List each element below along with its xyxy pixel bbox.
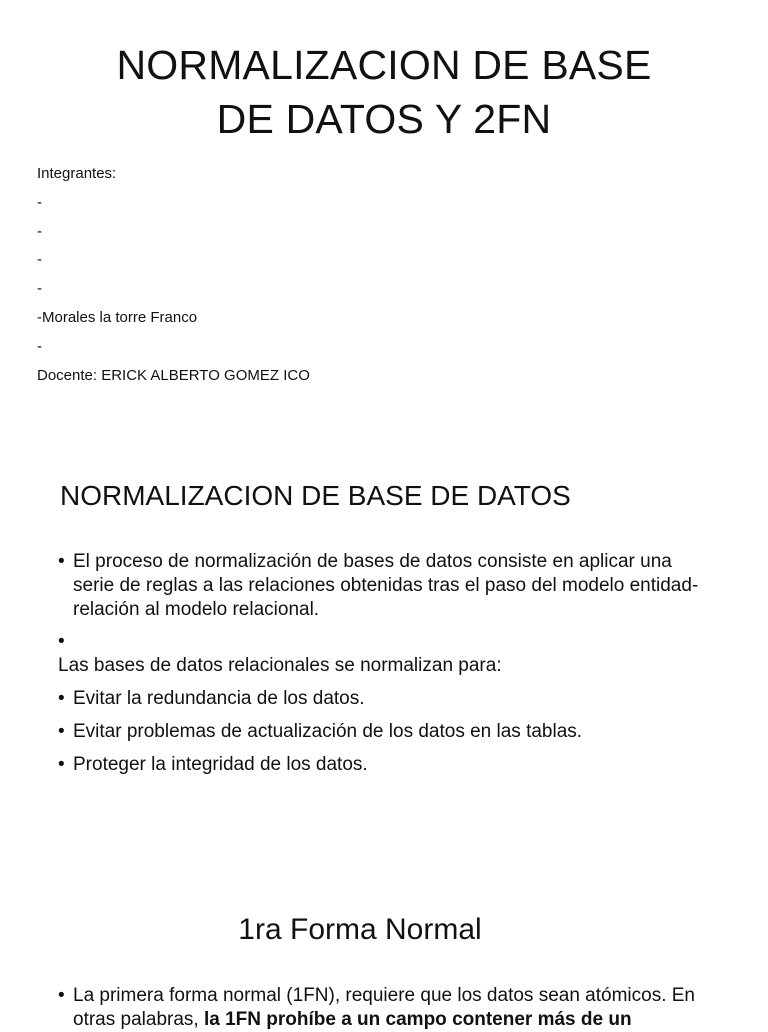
bullet-text: El proceso de normalización de bases de datos consiste en aplicar una serie de reglas a las relaciones obtenidas tras el paso del modelo entidad-relación al modelo relacional. [73, 551, 699, 620]
bullet-item [58, 753, 718, 777]
bullet-item [58, 687, 718, 711]
bullet-list [58, 984, 718, 1032]
bullet-bold-text: la 1FN prohíbe a un campo contener más de un [203, 1009, 632, 1030]
bullet-item [58, 984, 718, 1032]
bullet-text: La primera forma normal (1FN), requiere que los datos sean atómicos. En otras palabras, [73, 985, 695, 1030]
bullet-item [58, 630, 718, 678]
bullet-text: Evitar la redundancia de los datos. [73, 688, 365, 709]
teacher-line: Docente: ERICK ALBERTO GOMEZ ICO [37, 366, 310, 384]
title-line-2: DE DATOS Y 2FN [216, 96, 552, 142]
member-item: - [37, 251, 42, 269]
bullet-text: Las bases de datos relacionales se normalizan para: [58, 655, 502, 676]
member-item: -Morales la torre Franco [37, 308, 198, 326]
normalization-slide [0, 470, 768, 810]
section-title: 1ra Forma Normal [238, 913, 482, 946]
members-list [37, 160, 310, 390]
member-item: - [37, 222, 42, 240]
bullet-dot: • [58, 754, 65, 775]
bullet-text: Proteger la integridad de los datos. [73, 754, 368, 775]
bullet-item [58, 720, 718, 744]
bullet-list [58, 550, 718, 786]
bullet-text: Evitar problemas de actualización de los datos en las tablas. [73, 721, 583, 742]
title-slide [0, 0, 768, 400]
first-normal-form-slide [0, 900, 768, 1030]
member-item: - [37, 193, 42, 211]
bullet-item [58, 550, 718, 622]
member-item: - [37, 280, 42, 298]
members-heading: Integrantes: [37, 165, 117, 182]
member-item: - [37, 337, 42, 355]
bullet-dot: • [58, 688, 65, 709]
bullet-dot: • [58, 721, 65, 742]
bullet-dot: • [58, 551, 65, 572]
section-title: NORMALIZACION DE BASE DE DATOS [60, 480, 571, 511]
document-title [0, 38, 768, 146]
title-line-1: NORMALIZACION DE BASE [116, 42, 652, 88]
bullet-dot: • [58, 631, 65, 652]
bullet-dot: • [58, 985, 65, 1006]
